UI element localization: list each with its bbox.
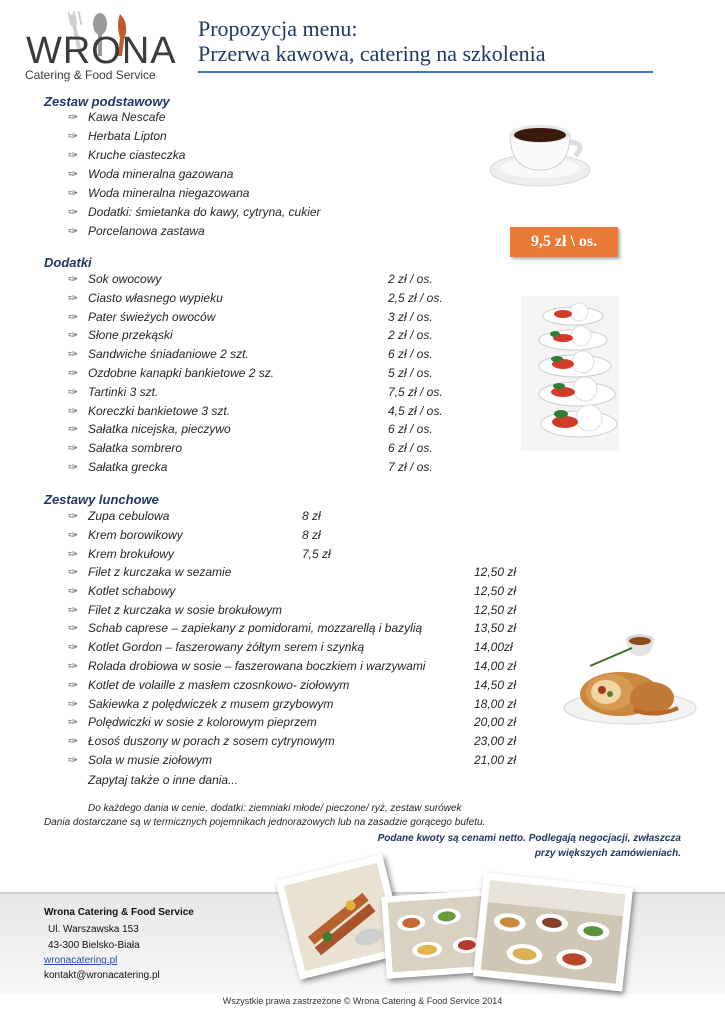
menu-item-name: Porcelanowa zastawa	[88, 224, 205, 238]
menu-item-price: 14,00 zł	[474, 659, 517, 673]
caprese-drawing	[521, 296, 619, 451]
menu-item-name: Łosoś duszony w porach z sosem cytrynowym	[88, 734, 335, 749]
page-title	[198, 16, 546, 66]
menu-item-name: Pater świeżych owoców	[88, 309, 216, 324]
header-rule	[198, 71, 653, 73]
menu-item-name: Sandwiche śniadaniowe 2 szt.	[88, 347, 249, 362]
price-badge: 9,5 zł \ os.	[510, 227, 618, 257]
menu-item-price: 20,00 zł	[474, 715, 517, 730]
menu-item-name: Kotlet Gordon – faszerowany żółtym serem i szynką	[88, 640, 365, 655]
bullet-icon: ✑	[68, 110, 79, 124]
menu-item-price: 21,00 zł	[474, 753, 517, 767]
menu-item-price: 23,00 zł	[474, 734, 517, 749]
section-title-dodatki: Dodatki	[44, 255, 92, 270]
bullet-icon: ✑	[68, 366, 79, 380]
menu-item-name: Krem borowikowy	[88, 527, 183, 542]
bullet-icon: ✑	[68, 148, 79, 162]
menu-item-name: Zupa cebulowa	[88, 509, 170, 523]
note-delivery: Dania dostarczane są w termicznych pojemnikach jednorazowych lub na zasadzie gorącego bufetu.	[44, 817, 486, 828]
bullet-icon: ✑	[68, 602, 79, 617]
menu-item-name: Koreczki bankietowe 3 szt.	[88, 403, 231, 418]
bullet-icon: ✑	[68, 640, 79, 655]
note-net-prices: Podane kwoty są cenami netto. Podlegają negocjacji, zwłaszcza	[377, 833, 681, 844]
bullet-icon: ✑	[68, 441, 79, 456]
bullet-icon: ✑	[68, 129, 79, 143]
menu-item-name: Kotlet schabowy	[88, 583, 176, 598]
menu-item-name: Polędwiczki w sosie z kolorowym pieprzem	[88, 715, 317, 730]
bullet-icon: ✑	[68, 224, 79, 238]
roulade-image	[560, 628, 698, 728]
bullet-icon: ✑	[68, 621, 79, 636]
bullet-icon: ✑	[68, 527, 79, 542]
menu-item-price: 2 zł / os.	[388, 328, 433, 343]
menu-item-name: Kawa Nescafe	[88, 110, 166, 124]
menu-item-price: 8 zł	[302, 509, 321, 523]
bullet-icon: ✑	[68, 715, 79, 730]
menu-item-price: 12,50 zł	[474, 583, 517, 598]
title-line-1: Propozycja menu:	[198, 16, 358, 41]
menu-item-name: Sałatka grecka	[88, 460, 168, 474]
menu-item-name: Ciasto własnego wypieku	[88, 290, 223, 305]
title-line-2: Przerwa kawowa, catering na szkolenia	[198, 41, 546, 66]
menu-item-name: Woda mineralna niegazowana	[88, 186, 250, 200]
bullet-icon: ✑	[68, 403, 79, 418]
menu-item-name: Schab caprese – zapiekany z pomidorami, mozzarellą i bazylią	[88, 621, 423, 636]
bullet-icon: ✑	[68, 167, 79, 181]
menu-item-price: 14,00zł	[474, 640, 513, 655]
bullet-icon: ✑	[68, 696, 79, 711]
bullet-icon: ✑	[68, 290, 79, 305]
menu-item-name: Rolada drobiowa w sosie – faszerowana boczkiem i warzywami	[88, 659, 426, 673]
menu-item-name: Filet z kurczaka w sosie brokułowym	[88, 602, 283, 617]
menu-item-price: 18,00 zł	[474, 696, 517, 711]
menu-item-price: 14,50 zł	[474, 677, 517, 692]
menu-item-price: 12,50 zł	[474, 565, 517, 579]
menu-item-name: Sałatka sombrero	[88, 441, 183, 456]
bullet-icon: ✑	[68, 205, 79, 219]
menu-item-name: Słone przekąski	[88, 328, 173, 343]
buffet-drawing-2	[481, 880, 626, 984]
bullet-icon: ✑	[68, 734, 79, 749]
bullet-icon: ✑	[68, 565, 79, 579]
menu-item-price: 13,50 zł	[474, 621, 517, 636]
bullet-icon: ✑	[68, 309, 79, 324]
bullet-icon: ✑	[68, 583, 79, 598]
company-logo	[22, 10, 182, 85]
menu-item-price: 7 zł / os.	[388, 460, 433, 474]
bullet-icon: ✑	[68, 272, 79, 286]
bullet-icon: ✑	[68, 384, 79, 399]
bullet-icon: ✑	[68, 422, 79, 437]
menu-item-name: Sola w musie ziołowym	[88, 753, 213, 767]
menu-item-name: Herbata Lipton	[88, 129, 167, 143]
bullet-icon: ✑	[68, 677, 79, 692]
menu-item-name: Tartinki 3 szt.	[88, 384, 159, 399]
menu-item-name: Woda mineralna gazowana	[88, 167, 234, 181]
menu-item-price: 6 zł / os.	[388, 441, 433, 456]
menu-item-price: 6 zł / os.	[388, 422, 433, 437]
menu-item-name: Kruche ciasteczka	[88, 148, 186, 162]
caprese-image	[521, 296, 619, 451]
bullet-icon: ✑	[68, 460, 79, 474]
footer-company: Wrona Catering & Food Service	[44, 907, 194, 918]
menu-item-name: Sakiewka z polędwiczek z musem grzybowym	[88, 696, 334, 711]
menu-item-name: Sałatka nicejska, pieczywo	[88, 422, 231, 437]
menu-item-price: 7,5 zł	[302, 546, 331, 561]
footer-city: 43-300 Bielsko-Biała	[48, 940, 140, 951]
note-sides: Do każdego dania w cenie, dodatki: ziemniaki młode/ pieczone/ ryż, zestaw surówek	[88, 803, 462, 814]
photo-buffet-2	[473, 872, 633, 991]
menu-item-name: Ozdobne kanapki bankietowe 2 sz.	[88, 366, 275, 380]
note-large-orders: przy większych zamówieniach.	[534, 848, 681, 859]
copyright: Wszystkie prawa zastrzeżone © Wrona Catering & Food Service 2014	[222, 996, 503, 1006]
skewers-drawing	[284, 863, 398, 972]
menu-item-price: 5 zł / os.	[388, 366, 433, 380]
bullet-icon: ✑	[68, 347, 79, 362]
menu-item-price: 8 zł	[302, 527, 321, 542]
menu-item-price: 6 zł / os.	[388, 347, 433, 362]
bullet-icon: ✑	[68, 546, 79, 561]
bullet-icon: ✑	[68, 659, 79, 673]
menu-item-name: Filet z kurczaka w sezamie	[88, 565, 232, 579]
menu-item-price: 12,50 zł	[474, 602, 517, 617]
ask-more-text: Zapytaj także o inne dania...	[88, 773, 239, 787]
menu-item-name: Dodatki: śmietanka do kawy, cytryna, cukier	[88, 205, 321, 219]
menu-item-price: 2,5 zł / os.	[388, 290, 443, 305]
coffee-cup-image	[485, 104, 595, 194]
section-title-zestaw: Zestaw podstawowy	[44, 94, 170, 109]
footer-street: Ul. Warszawska 153	[48, 924, 139, 935]
section-title-lunch: Zestawy lunchowe	[44, 492, 159, 507]
logo-tagline: Catering & Food Service	[25, 68, 156, 82]
menu-item-name: Kotlet de volaille z masłem czosnkowo- ziołowym	[88, 677, 350, 692]
menu-item-price: 4,5 zł / os.	[388, 403, 443, 418]
menu-item-name: Krem brokułowy	[88, 546, 175, 561]
logo-wordmark: WRONA	[26, 30, 177, 72]
footer-website-link[interactable]: wronacatering.pl	[44, 955, 118, 966]
menu-item-name: Sok owocowy	[88, 272, 162, 286]
bullet-icon: ✑	[68, 509, 79, 523]
bullet-icon: ✑	[68, 186, 79, 200]
menu-item-price: 7,5 zł / os.	[388, 384, 443, 399]
bullet-icon: ✑	[68, 328, 79, 343]
bullet-icon: ✑	[68, 753, 79, 767]
menu-item-price: 3 zł / os.	[388, 309, 433, 324]
menu-item-price: 2 zł / os.	[388, 272, 433, 286]
footer-email[interactable]: kontakt@wronacatering.pl	[44, 970, 160, 981]
